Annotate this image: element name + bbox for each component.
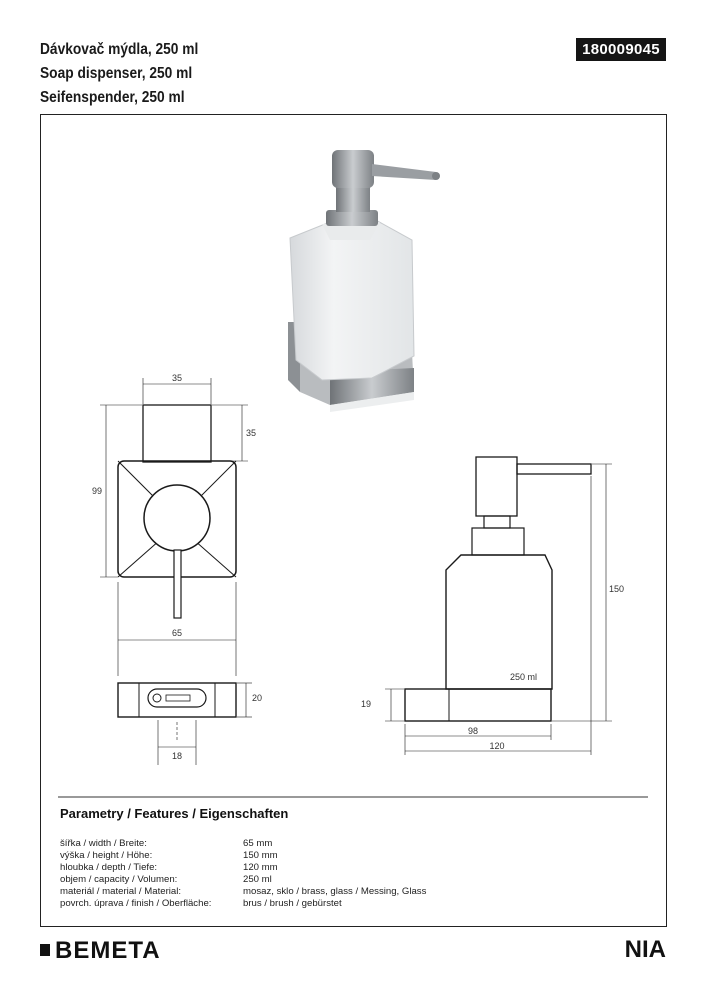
dim-front-width: 65 bbox=[171, 628, 183, 638]
bracket-view bbox=[118, 683, 252, 765]
feature-value: 120 mm bbox=[243, 862, 278, 873]
feature-label: hloubka / depth / Tiefe: bbox=[60, 862, 158, 873]
series-name: NIA bbox=[624, 936, 666, 963]
feature-value: 250 ml bbox=[243, 874, 272, 885]
side-view bbox=[385, 457, 612, 755]
feature-label: povrch. úprava / finish / Oberfläche: bbox=[60, 898, 212, 909]
feature-value: brus / brush / gebürstet bbox=[243, 898, 342, 909]
feature-label: výška / height / Höhe: bbox=[60, 850, 153, 861]
feature-value: 150 mm bbox=[243, 850, 278, 861]
feature-label: šířka / width / Breite: bbox=[60, 838, 147, 849]
title-german: Seifenspender, 250 ml bbox=[40, 89, 185, 106]
feature-label: objem / capacity / Volumen: bbox=[60, 874, 178, 885]
product-photo bbox=[288, 150, 440, 412]
brand-mark-icon bbox=[40, 944, 50, 956]
dim-side-height: 150 bbox=[609, 584, 625, 594]
dim-top-height: 35 bbox=[246, 428, 257, 438]
feature-value: 65 mm bbox=[243, 838, 273, 849]
dim-top-width: 35 bbox=[171, 373, 183, 383]
dim-side-depth: 120 bbox=[489, 741, 505, 751]
title-czech: Dávkovač mýdla, 250 ml bbox=[40, 41, 199, 58]
feature-value: mosaz, sklo / brass, glass / Messing, Glass bbox=[243, 886, 427, 897]
dim-front-height: 99 bbox=[92, 486, 103, 496]
feature-label: materiál / material / Material: bbox=[60, 886, 182, 897]
title-english: Soap dispenser, 250 ml bbox=[40, 65, 193, 82]
dim-bracket-hole: 18 bbox=[171, 751, 183, 761]
capacity-label: 250 ml bbox=[510, 672, 538, 682]
dim-side-depth-inner: 98 bbox=[467, 726, 479, 736]
dim-side-base: 19 bbox=[361, 699, 372, 709]
features-title: Parametry / Features / Eigenschaften bbox=[60, 806, 289, 821]
dim-bracket-height: 20 bbox=[252, 693, 263, 703]
brand-name: BEMETA bbox=[55, 937, 161, 964]
brand-logo bbox=[40, 939, 161, 963]
product-code: 180009045 bbox=[576, 38, 666, 61]
